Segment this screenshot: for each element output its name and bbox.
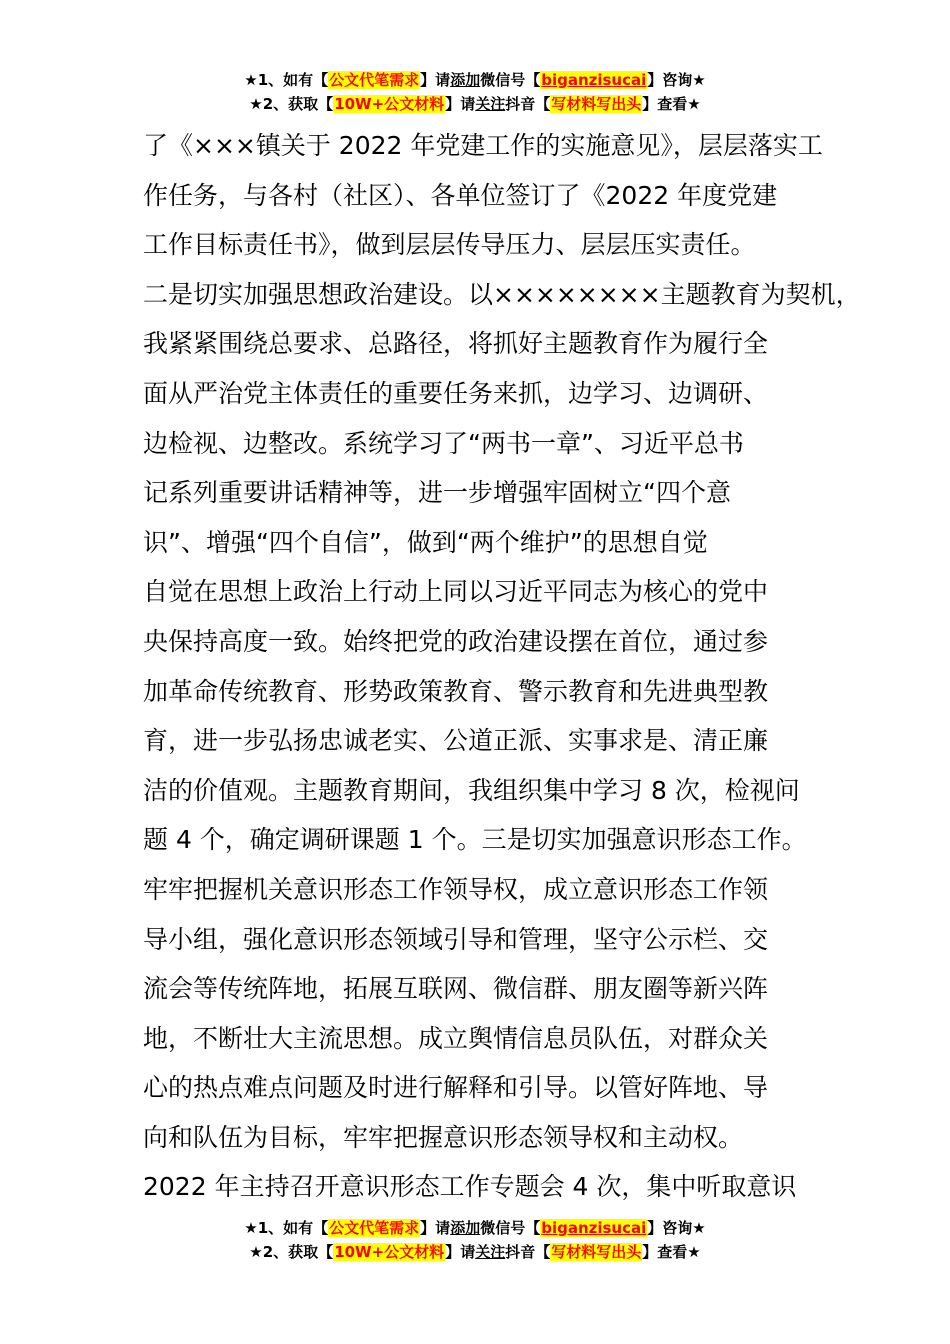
- highlight-douyin: 写材料写出头: [551, 1243, 642, 1261]
- banner-line-2: ★2、获取【10W+公文材料】请关注抖音【写材料写出头】查看★: [249, 1243, 701, 1261]
- body-line: 心的热点难点问题及时进行解释和引导。以管好阵地、导: [143, 1073, 769, 1103]
- body-line: 向和队伍为目标，牢牢把握意识形态领导权和主动权。: [143, 1122, 744, 1152]
- body-line: 面从严治党主体责任的重要任务来抓，边学习、边调研、: [143, 378, 769, 408]
- document-body: [143, 121, 861, 1212]
- body-line: 作任务，与各村（社区）、各单位签订了《2022 年度党建: [143, 180, 778, 210]
- body-line: 洁的价值观。主题教育期间，我组织集中学习 8 次，检视问: [143, 775, 800, 805]
- body-line: 2022 年主持召开意识形态工作专题会 4 次，集中听取意识: [143, 1172, 797, 1202]
- body-line: 我紧紧围绕总要求、总路径，将抓好主题教育作为履行全: [143, 329, 769, 359]
- header-banner: [0, 68, 950, 116]
- highlight-materials: 10W+公文材料: [334, 95, 445, 113]
- body-line: 育，进一步弘扬忠诚老实、公道正派、实事求是、清正廉: [143, 726, 769, 756]
- body-line: 央保持高度一致。始终把党的政治建设摆在首位，通过参: [143, 626, 769, 656]
- body-line: 地，不断壮大主流思想。成立舆情信息员队伍，对群众关: [143, 1023, 769, 1053]
- footer-banner: [0, 1216, 950, 1264]
- body-line: 了《×××镇关于 2022 年党建工作的实施意见》，层层落实工: [143, 131, 823, 160]
- highlight-wechat-id: biganzisucai: [541, 1219, 647, 1237]
- highlight-wechat-id: biganzisucai: [541, 71, 647, 89]
- body-line: 自觉在思想上政治上行动上同以习近平同志为核心的党中: [143, 577, 769, 607]
- body-line: 牢牢把握机关意识形态工作领导权，成立意识形态工作领: [143, 874, 769, 904]
- banner-line-1: ★1、如有【公文代笔需求】请添加微信号【biganzisucai】咨询★: [244, 1219, 706, 1237]
- body-line: 加革命传统教育、形势政策教育、警示教育和先进典型教: [143, 676, 769, 706]
- body-line: 识”、增强“四个自信”，做到“两个维护”的思想自觉: [143, 527, 708, 557]
- banner-line-1: ★1、如有【公文代笔需求】请添加微信号【biganzisucai】咨询★: [244, 71, 706, 89]
- body-line: 边检视、边整改。系统学习了“两书一章”、习近平总书: [143, 428, 744, 458]
- banner-line-2: ★2、获取【10W+公文材料】请关注抖音【写材料写出头】查看★: [249, 95, 701, 113]
- body-line: 导小组，强化意识形态领域引导和管理，坚守公示栏、交: [143, 924, 769, 954]
- body-line: 工作目标责任书》，做到层层传导压力、层层压实责任。: [143, 230, 756, 260]
- highlight-douyin: 写材料写出头: [551, 95, 642, 113]
- highlight-service: 公文代笔需求: [329, 1219, 420, 1237]
- body-line: 流会等传统阵地，拓展互联网、微信群、朋友圈等新兴阵: [143, 974, 769, 1004]
- body-line: 二是切实加强思想政治建设。以××××××××主题教育为契机，: [143, 279, 861, 309]
- body-line: 题 4 个，确定调研课题 1 个。三是切实加强意识形态工作。: [143, 825, 807, 855]
- highlight-materials: 10W+公文材料: [334, 1243, 445, 1261]
- body-line: 记系列重要讲话精神等，进一步增强牢固树立“四个意: [143, 478, 731, 508]
- highlight-service: 公文代笔需求: [329, 71, 420, 89]
